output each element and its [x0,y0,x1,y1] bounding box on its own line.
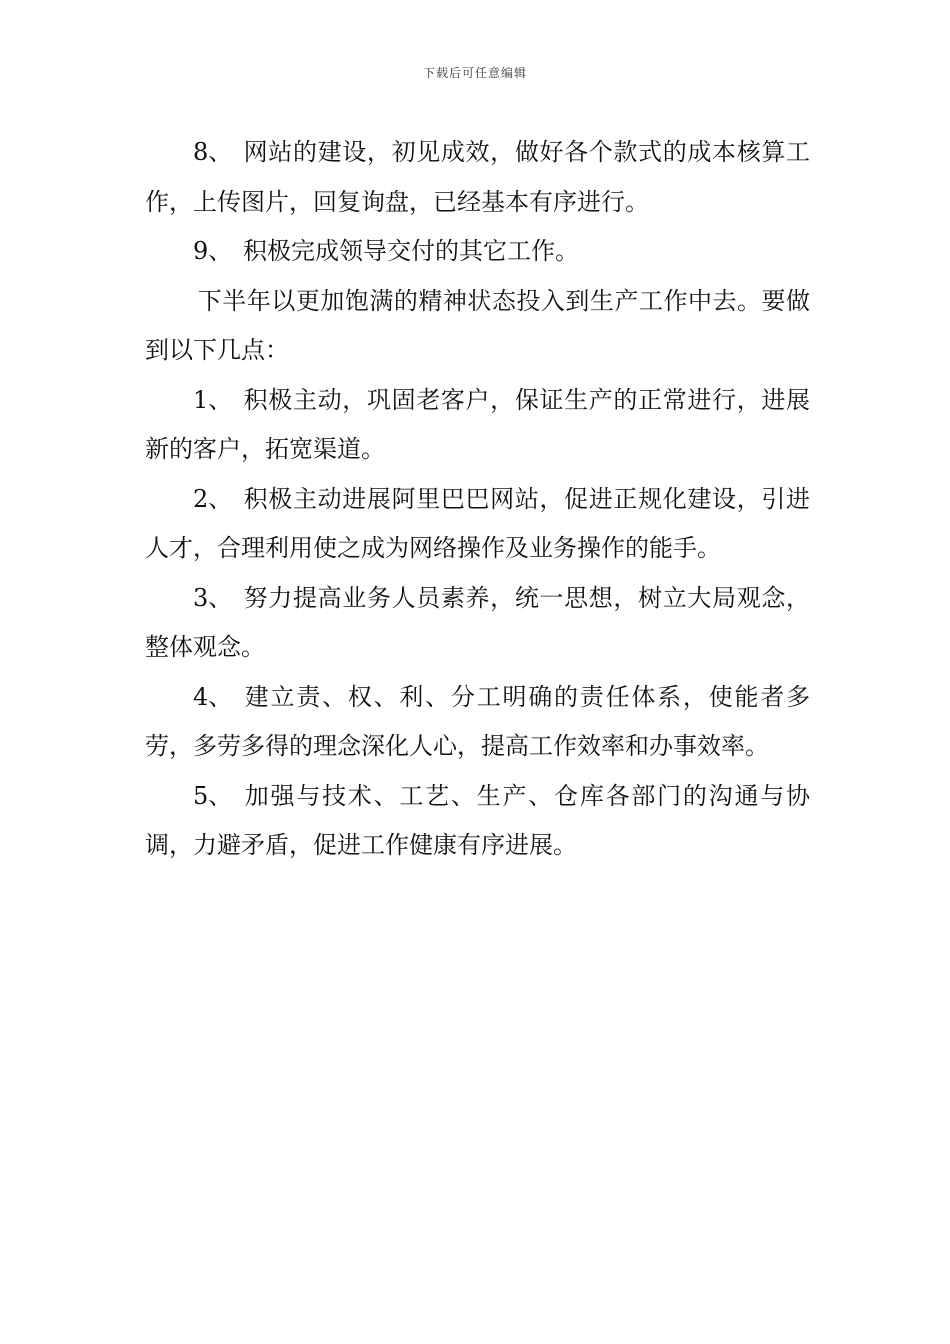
paragraph-item-8 [145,128,810,227]
paragraph-text: 积极主动进展阿里巴巴网站，促进正规化建设，引进人才，合理利用使之成为网络操作及业务操作的能手。 [145,484,810,562]
paragraph-text: 积极完成领导交付的其它工作。 [243,237,579,265]
paragraph-item-4 [145,673,810,772]
page-header-note: 下载后可任意编辑 [422,66,527,80]
paragraph-item-3 [145,574,810,673]
paragraph-item-1 [145,376,810,475]
paragraph-text: 网站的建设，初见成效，做好各个款式的成本核算工作，上传图片，回复询盘，已经基本有序进行。 [145,138,810,216]
item-number: 3、 [193,583,233,612]
paragraph-item-2 [145,475,810,574]
item-number: 9、 [193,237,233,265]
paragraph-second-half-intro [145,277,810,376]
item-number: 5、 [193,781,233,810]
paragraph-text: 加强与技术、工艺、生产、仓库各部门的沟通与协调，力避矛盾，促进工作健康有序进展。 [145,781,810,859]
paragraph-text: 努力提高业务人员素养，统一思想，树立大局观念，整体观念。 [145,583,810,661]
paragraph-item-9 [145,227,810,277]
paragraph-item-5 [145,772,810,871]
item-number: 2、 [193,484,233,513]
item-number: 8、 [193,138,233,166]
paragraph-text: 积极主动，巩固老客户，保证生产的正常进行，进展新的客户，拓宽渠道。 [145,385,810,463]
item-number: 4、 [193,682,233,711]
paragraph-text: 下半年以更加饱满的精神状态投入到生产工作中去。要做到以下几点： [145,286,810,364]
document-body [145,128,810,871]
item-number: 1、 [193,385,233,414]
paragraph-text: 建立责、权、利、分工明确的责任体系，使能者多劳，多劳多得的理念深化人心，提高工作效率和办事效率。 [145,682,810,760]
